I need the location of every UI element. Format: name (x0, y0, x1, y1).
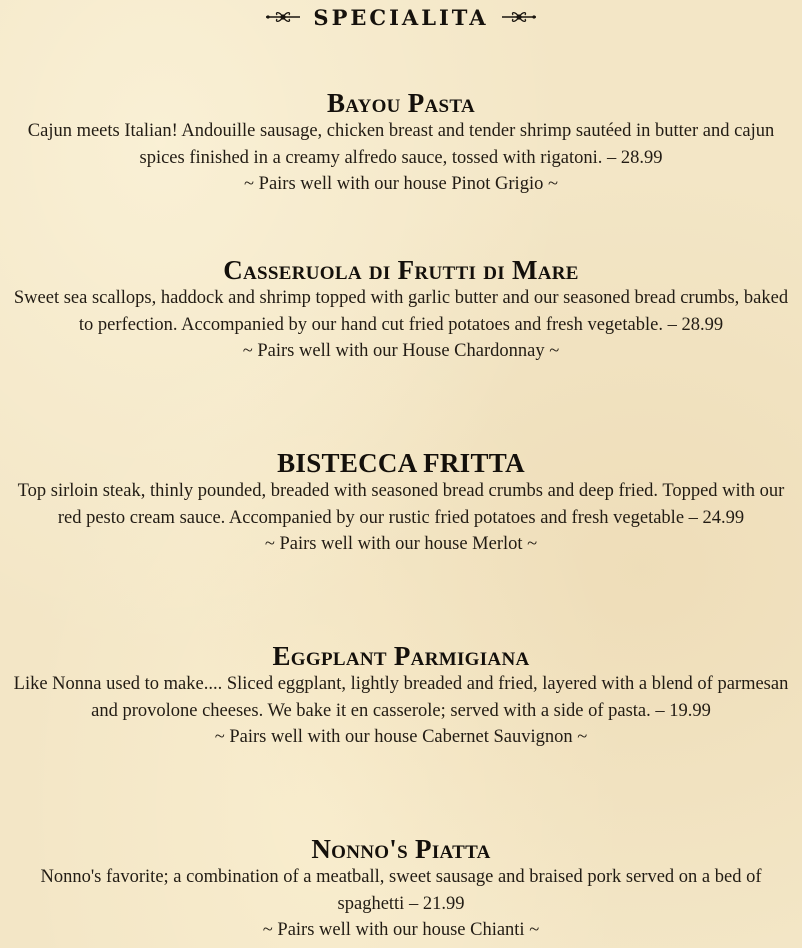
menu-item-name: BISTECCA FRITTA (277, 448, 525, 478)
menu-item-name: Eggplant Parmigiana (272, 641, 530, 671)
menu-item (0, 255, 802, 364)
menu-item-description: Top sirloin steak, thinly pounded, breaded with seasoned bread crumbs and deep fried. Topped with our red pesto cream sauce. Accompanied by our rustic fried potatoes and fresh vegetable – 24.99 (17, 481, 785, 528)
flourish-right-icon (501, 9, 537, 25)
section-title: SPECIALITA (313, 4, 489, 30)
menu-item-pairing: ~ Pairs well with our house Cabernet Sauvignon ~ (214, 727, 588, 747)
menu-item-description: Cajun meets Italian! Andouille sausage, chicken breast and tender shrimp sautéed in butter and cajun spices finished in a creamy alfredo sauce, tossed with rigatoni. – 28.99 (27, 121, 775, 168)
flourish-left-icon (265, 9, 301, 25)
menu-item (0, 834, 802, 943)
menu-item (0, 448, 802, 557)
menu-item (0, 88, 802, 197)
menu-item-description: Nonno's favorite; a combination of a meatball, sweet sausage and braised pork served on a bed of spaghetti – 21.99 (40, 867, 762, 914)
menu-item-name: Nonno's Piatta (311, 834, 491, 864)
menu-item-pairing: ~ Pairs well with our house Pinot Grigio ~ (244, 174, 558, 194)
section-header (0, 2, 802, 32)
menu-item-name: Casseruola di Frutti di Mare (223, 255, 579, 285)
menu-item-description: Like Nonna used to make.... Sliced eggplant, lightly breaded and fried, layered with a blend of parmesan and provolone cheeses. We bake it en casserole; served with a side of pasta. – 19.99 (13, 674, 789, 721)
menu-item-name: Bayou Pasta (326, 88, 476, 118)
menu-item-pairing: ~ Pairs well with our House Chardonnay ~ (242, 341, 560, 361)
menu-item-description: Sweet sea scallops, haddock and shrimp topped with garlic butter and our seasoned bread crumbs, baked to perfection. Accompanied by our hand cut fried potatoes and fresh vegetable. – 28.99 (13, 288, 789, 335)
menu-item-pairing: ~ Pairs well with our house Merlot ~ (264, 534, 538, 554)
menu-item-pairing: ~ Pairs well with our house Chianti ~ (262, 920, 540, 940)
menu-item (0, 641, 802, 750)
